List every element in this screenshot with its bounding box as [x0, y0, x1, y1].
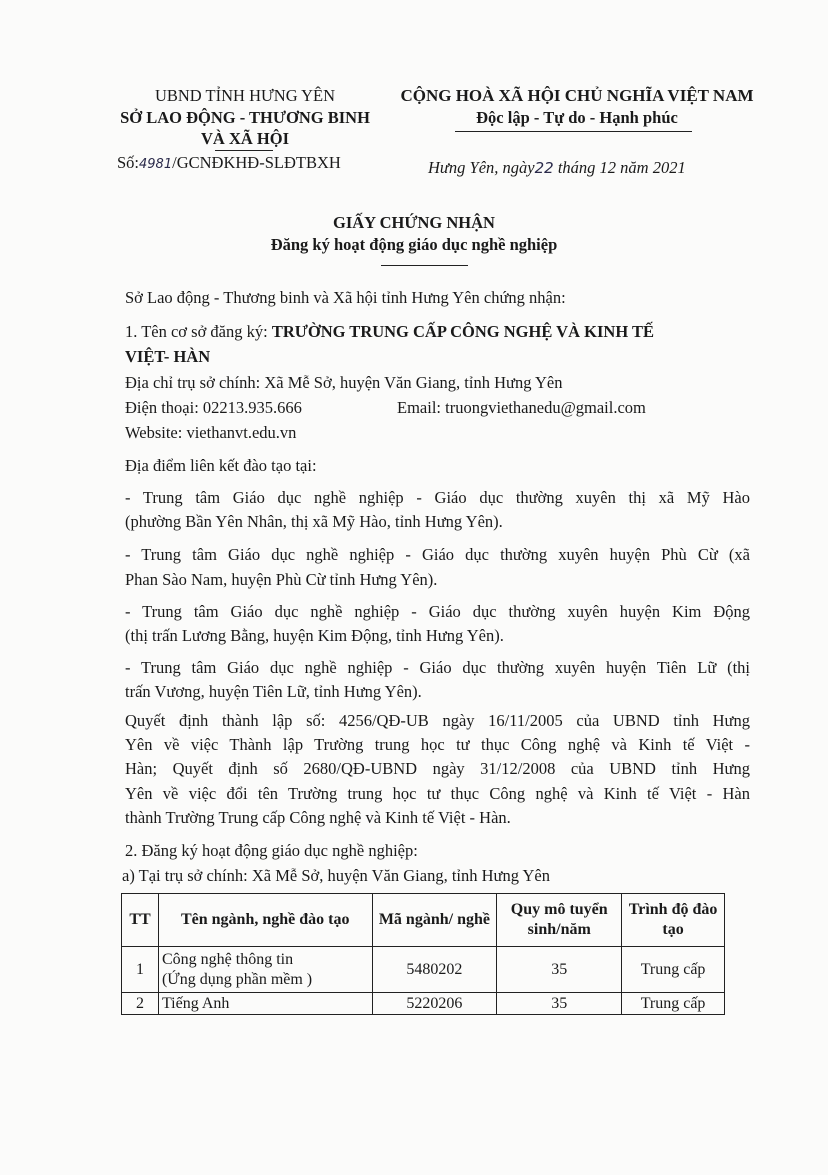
contact-line [125, 398, 750, 418]
decision-text: thành Trường Trung cấp Công nghệ và Kinh tế Việt - Hàn. [125, 808, 511, 827]
cell-name [158, 947, 372, 993]
intro-text: Sở Lao động - Thương binh và Xã hội tỉnh Hưng Yên chứng nhận: [125, 288, 566, 307]
issue-date [428, 158, 686, 178]
table-row [122, 993, 725, 1015]
cell-quota: 35 [497, 947, 622, 993]
website: Website: viethanvt.edu.vn [125, 423, 297, 442]
location-item: - Trung tâm Giáo dục nghề nghiệp - Giáo dục thường xuyên huyện Kim Động [125, 602, 750, 621]
national-motto: Độc lập - Tự do - Hạnh phúc [476, 108, 678, 127]
address: Địa chỉ trụ sở chính: Xã Mễ Sở, huyện Văn Giang, tỉnh Hưng Yên [125, 373, 563, 392]
cell-quota: 35 [497, 993, 622, 1015]
decision-text: Hàn; Quyết định số 2680/QĐ-UBND ngày 31/12/2008 của UBND tỉnh Hưng [125, 759, 750, 778]
decision-text: Quyết định thành lập số: 4256/QĐ-UB ngày 16/11/2005 của UBND tỉnh Hưng [125, 711, 750, 730]
facility-name-cont: VIỆT- HÀN [125, 347, 211, 366]
cell-code: 5480202 [372, 947, 497, 993]
location-item: trấn Vương, huyện Tiên Lữ, tỉnh Hưng Yên). [125, 682, 422, 701]
location-item: - Trung tâm Giáo dục nghề nghiệp - Giáo dục thường xuyên huyện Phù Cừ (xã [125, 545, 750, 564]
decision-text: Yên về việc đổi tên Trường trung học tư thục Công nghệ và Kinh tế Việt - Hàn [125, 784, 750, 803]
facility-name-line [125, 322, 750, 342]
name-line: (Ứng dụng phần mềm ) [161, 970, 313, 988]
facility-label: 1. Tên cơ sở đăng ký: [125, 322, 272, 341]
cell-tt: 2 [122, 993, 159, 1015]
certificate-subtitle: Đăng ký hoạt động giáo dục nghề nghiệp [270, 235, 558, 254]
header-tt: TT [122, 894, 159, 947]
divider [381, 265, 468, 266]
document-number [117, 153, 341, 175]
location-item: - Trung tâm Giáo dục nghề nghiệp - Giáo dục thường xuyên huyện Tiên Lữ (thị [125, 658, 750, 677]
date-prefix: Hưng Yên, ngày [428, 158, 535, 177]
email: Email: truongviethanedu@gmail.com [397, 398, 646, 417]
name-line: Công nghệ thông tin [161, 950, 294, 968]
table-header-row [122, 894, 725, 947]
location-item: (phường Bần Yên Nhân, thị xã Mỹ Hào, tỉnh Hưng Yên). [125, 512, 503, 531]
section-2a-heading: a) Tại trụ sở chính: Xã Mễ Sở, huyện Văn Giang, tỉnh Hưng Yên [122, 866, 550, 885]
programs-table [121, 893, 725, 1015]
handwritten-day: 22 [534, 159, 554, 177]
issuer-department: SỞ LAO ĐỘNG - THƯƠNG BINH [120, 108, 370, 127]
cell-level: Trung cấp [622, 947, 725, 993]
issuer-province: UBND TỈNH HƯNG YÊN [154, 86, 336, 105]
divider [215, 150, 273, 151]
handwritten-number: 4981 [139, 157, 173, 172]
certificate-title: GIẤY CHỨNG NHẬN [333, 213, 495, 232]
header-name: Tên ngành, nghề đào tạo [158, 894, 372, 947]
header-code: Mã ngành/ nghề [372, 894, 497, 947]
header-quota: Quy mô tuyển sinh/năm [497, 894, 622, 947]
national-title: CỘNG HOÀ XÃ HỘI CHỦ NGHĨA VIỆT NAM [400, 86, 754, 105]
location-item: Phan Sào Nam, huyện Phù Cừ tỉnh Hưng Yên). [125, 570, 438, 589]
facility-name: TRƯỜNG TRUNG CẤP CÔNG NGHỆ VÀ KINH TẾ [271, 322, 654, 341]
number-prefix: Số: [117, 153, 140, 172]
cell-tt: 1 [122, 947, 159, 993]
table-row [122, 947, 725, 993]
location-item: (thị trấn Lương Bằng, huyện Kim Động, tỉnh Hưng Yên). [125, 626, 504, 645]
cell-code: 5220206 [372, 993, 497, 1015]
locations-heading: Địa điểm liên kết đào tạo tại: [125, 456, 317, 475]
cell-name: Tiếng Anh [158, 993, 372, 1015]
section-2-heading: 2. Đăng ký hoạt động giáo dục nghề nghiệp: [125, 841, 418, 860]
location-item: - Trung tâm Giáo dục nghề nghiệp - Giáo dục thường xuyên thị xã Mỹ Hào [125, 488, 750, 507]
cell-level: Trung cấp [622, 993, 725, 1015]
phone: Điện thoại: 02213.935.666 [125, 398, 302, 417]
divider [455, 131, 692, 132]
issuer-department-cont: VÀ XÃ HỘI [200, 129, 289, 148]
decision-text: Yên về việc Thành lập Trường trung học tư thục Công nghệ và Kinh tế Việt - [125, 735, 750, 754]
header-level: Trình độ đào tạo [622, 894, 725, 947]
date-suffix: tháng 12 năm 2021 [557, 158, 686, 177]
number-suffix: /GCNĐKHĐ-SLĐTBXH [172, 153, 341, 172]
